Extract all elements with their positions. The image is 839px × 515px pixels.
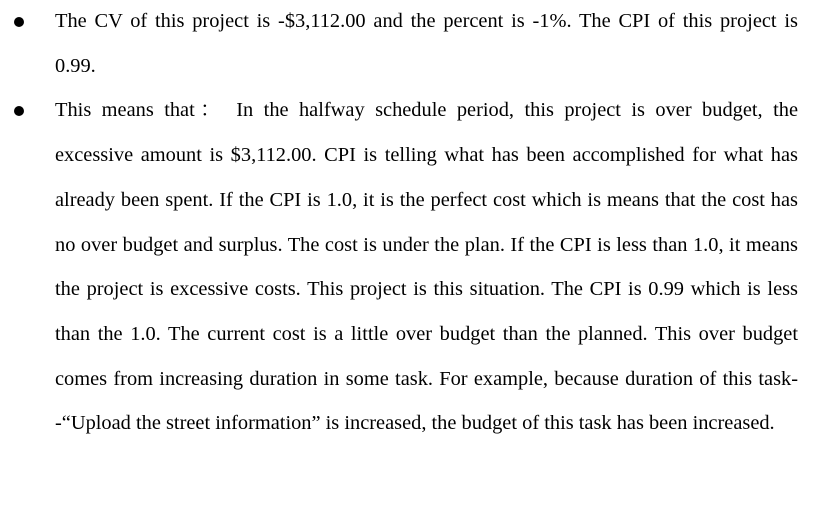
bullet-text: The CV of this project is -$3,112.00 and the percent is -1%. The CPI of this project is 0.99. xyxy=(55,10,798,77)
bullet-item-explanation xyxy=(0,88,798,446)
bullet-point-icon xyxy=(14,17,24,27)
bullet-item-cv-cpi xyxy=(0,0,798,88)
bullet-text: This means that： In the halfway schedule period, this project is over budget, the excessive amount is $3,112.00. CPI is telling what has been accomplished for what has already been spent. If the CPI is 1.0, it is the perfect cost which is means that the cost has no over budget and surplus. The cost is under the plan. If the CPI is less than 1.0, it means the project is excessive costs. This project is this situation. The CPI is 0.99 which is less than the 1.0. The current cost is a little over budget than the planned. This over budget comes from increasing duration in some task. For example, because duration of this task--“Upload the street information” is increased, the budget of this task has been increased. xyxy=(55,99,798,435)
bullet-point-icon xyxy=(14,106,24,116)
